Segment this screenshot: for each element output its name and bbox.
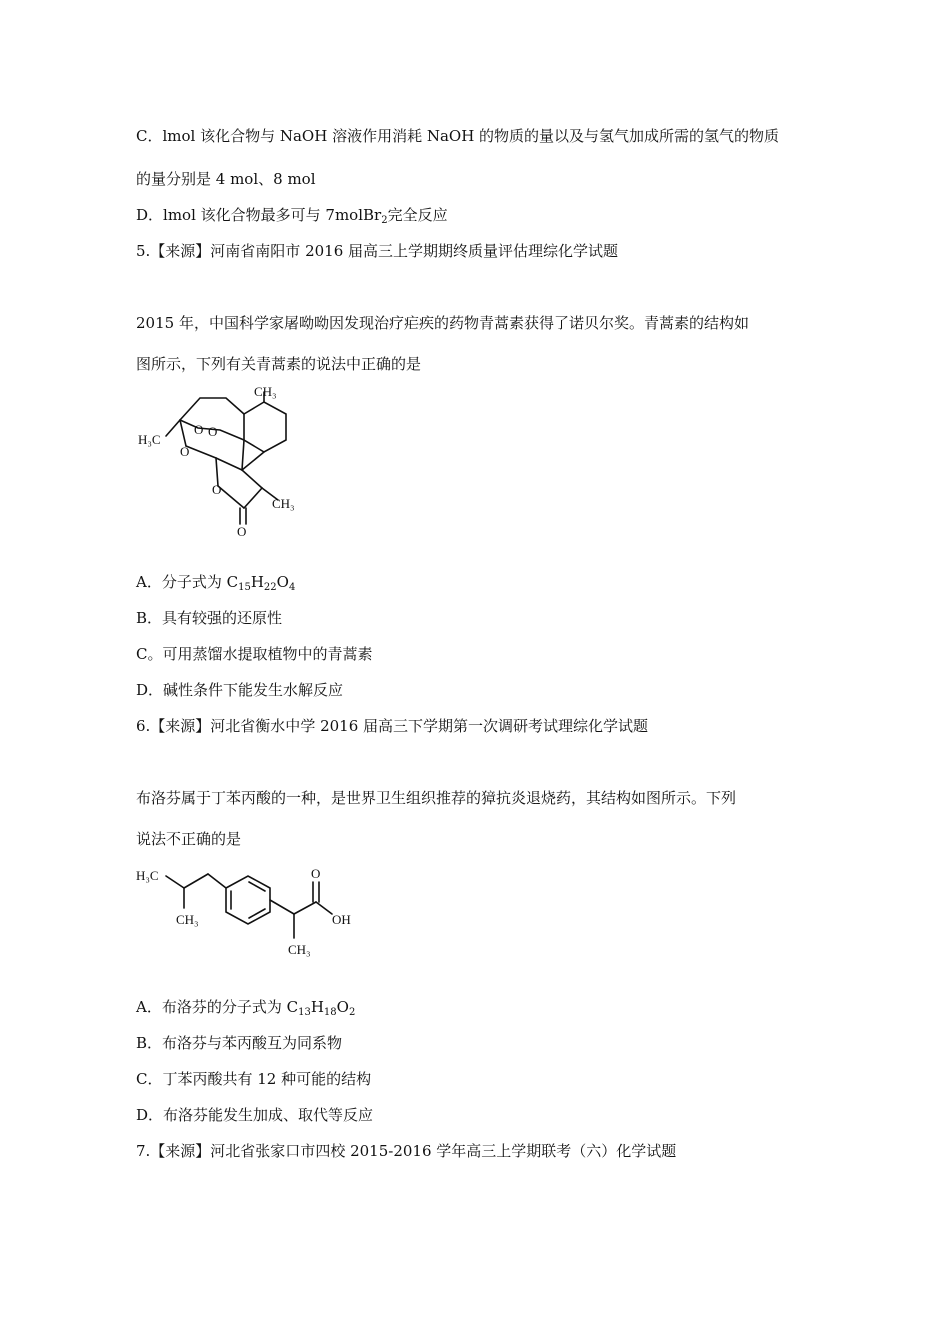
q4-option-d: D．lmol 该化合物最多可与 7molBr$_2$完全反应 [136, 206, 448, 226]
ch3-label-top: CH₃ [254, 384, 277, 399]
q5-option-a: A．分子式为 $C_{15}H_{22}O_4$ [136, 573, 296, 593]
h3c-label: H₃C [138, 432, 161, 447]
ch3-branch-label: CH₃ [176, 912, 199, 927]
q4-option-c-line2: 的量分别是 4 mol、8 mol [136, 170, 316, 188]
hydroxyl-label: OH [332, 912, 351, 927]
oxygen-label-5: O [237, 524, 247, 539]
ch3-bottom-label: CH₃ [288, 942, 311, 957]
q5-source: 5.【来源】河南省南阳市 2016 届高三上学期期终质量评估理综化学试题 [136, 242, 619, 260]
ibuprofen-structure-figure [136, 862, 360, 964]
q6-option-d: D．布洛芬能发生加成、取代等反应 [136, 1106, 374, 1124]
q4-option-c-line1: C．lmol 该化合物与 NaOH 溶液作用消耗 NaOH 的物质的量以及与氢气加成所需的氢气的物质 [136, 127, 780, 145]
q6-option-a: A．布洛芬的分子式为 $C_{13}H_{18}O_2$ [136, 998, 356, 1018]
oxygen-label-3: O [180, 444, 190, 459]
q6-source: 6.【来源】河北省衡水中学 2016 届高三下学期第一次调研考试理综化学试题 [136, 717, 649, 735]
q5-option-b: B．具有较强的还原性 [136, 609, 283, 627]
artemisinin-structure-diagram [136, 384, 312, 540]
q5-stem-line1: 2015 年，中国科学家屠呦呦因发现治疗疟疾的药物青蒿素获得了诺贝尔奖。青蒿素的结构如 [136, 314, 749, 332]
ch3-label-right: CH₃ [272, 496, 295, 511]
q6-option-c: C．丁苯丙酸共有 12 种可能的结构 [136, 1070, 372, 1088]
oxygen-label-2: O [208, 424, 218, 439]
q6-stem-line2: 说法不正确的是 [136, 830, 242, 848]
oxygen-label-4: O [212, 482, 222, 497]
q6-option-b: B．布洛芬与苯丙酸互为同系物 [136, 1034, 343, 1052]
q5-option-d: D．碱性条件下能发生水解反应 [136, 681, 344, 699]
q7-source: 7.【来源】河北省张家口市四校 2015-2016 学年高三上学期联考（六）化学试题 [136, 1142, 677, 1160]
oxygen-label-1: O [194, 422, 204, 437]
q5-stem-line2: 图所示，下列有关青蒿素的说法中正确的是 [136, 355, 422, 373]
h3c-label: H₃C [136, 868, 159, 883]
q5-option-c: C。可用蒸馏水提取植物中的青蒿素 [136, 645, 373, 663]
oxygen-label: O [311, 866, 321, 881]
ibuprofen-structure-diagram [136, 862, 360, 964]
q6-stem-line1: 布洛芬属于丁苯丙酸的一种，是世界卫生组织推荐的獐抗炎退烧药，其结构如图所示。下列 [136, 789, 737, 807]
artemisinin-structure-figure [136, 384, 312, 540]
